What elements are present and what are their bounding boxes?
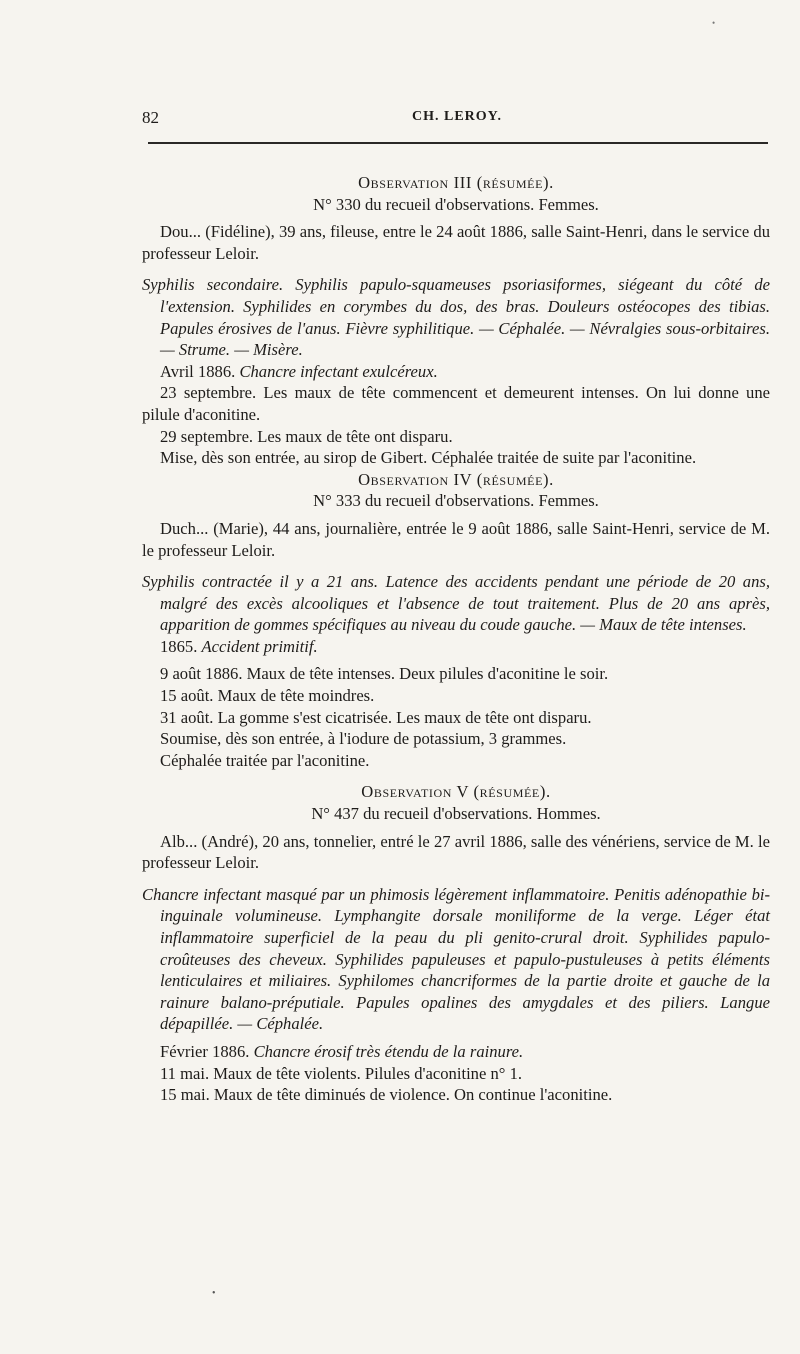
observation-title: Observation V (résumée). [361, 782, 551, 802]
accident-description: Accident primitif. [201, 636, 318, 656]
ink-dot: • [212, 1288, 216, 1299]
progress-note: 11 mai. Maux de tête violents. Pilules d'aconitine n° 1. [160, 1063, 523, 1083]
patient-intro: Dou... (Fidéline), 39 ans, fileuse, entre le 24 août 1886, salle Saint-Henri, dans le service du professeur Leloir. [142, 222, 770, 263]
recueil-reference: N° 437 du recueil d'observations. Hommes. [311, 804, 601, 824]
observation-title: Observation IV (résumée). [358, 469, 554, 489]
diagnosis: Syphilis secondaire. Syphilis papulo-squameuses psoriasiformes, siégeant du côté de l'extension. Syphilides en corymbes du dos, des bras. Douleurs ostéocopes des tibias. Papules érosives de l'anus. Fièvre syphilitique. — Céphalée. — Névralgies sous-orbitaires. — Strume. — Misère. [142, 275, 770, 360]
progress-note: 29 septembre. Les maux de tête ont disparu. [160, 426, 453, 446]
progress-note: 31 août. La gomme s'est cicatrisée. Les maux de tête ont disparu. [160, 707, 592, 727]
chancre-date: Avril 1886. [160, 361, 236, 381]
observation-title: Observation III (résumée). [358, 173, 554, 192]
chancre-line [142, 361, 770, 383]
running-title: CH. LEROY. [412, 109, 503, 124]
diagnosis: Chancre infectant masqué par un phimosis légèrement inflammatoire. Penitis adénopathie bi-inguinale volumineuse. Lymphangite dorsale moniliforme de la verge. Léger état inflammatoire superficiel de la peau du pli genito-crural droit. Syphilides papulo-croûteuses des cheveux. Syphilides papuleuses et papulo-pustuleuses à petits éléments lenticulaires et miliaires. Syphilomes chancriformes de la partie droite et gauche de la rainure balano-préputiale. Papules opalines des amygdales et des piliers. Langue dépapillée. — Céphalée. [142, 884, 770, 1034]
progress-note: 23 septembre. Les maux de tête commencent et demeurent intenses. On lui donne une pilule d'aconitine. [142, 383, 770, 424]
accident-date: 1865. [160, 636, 198, 656]
patient-intro: Alb... (André), 20 ans, tonnelier, entré le 27 avril 1886, salle des vénériens, service de M. le professeur Leloir. [142, 831, 770, 873]
ink-dot: • [712, 18, 716, 28]
progress-note: 15 août. Maux de tête moindres. [160, 686, 375, 706]
treatment-note: Mise, dès son entrée, au sirop de Gibert. Céphalée traitée de suite par l'aconitine. [160, 448, 697, 468]
progress-note: 15 mai. Maux de tête diminués de violence. On continue l'aconitine. [160, 1085, 613, 1105]
patient-intro: Duch... (Marie), 44 ans, journalière, entrée le 9 août 1886, salle Saint-Henri, service de M. le professeur Leloir. [142, 518, 770, 560]
running-head [142, 108, 770, 132]
recueil-reference: N° 330 du recueil d'observations. Femmes. [313, 194, 599, 214]
accident-line [142, 636, 770, 658]
treatment-note: Céphalée traitée par l'aconitine. [160, 750, 370, 770]
header-rule [148, 142, 768, 144]
recueil-reference: N° 333 du recueil d'observations. Femmes. [313, 491, 599, 511]
progress-note: 9 août 1886. Maux de tête intenses. Deux pilules d'aconitine le soir. [160, 664, 609, 684]
body-text [142, 172, 770, 1106]
chancre-description: Chancre infectant exulcéreux. [239, 361, 438, 381]
chancre-description: Chancre érosif très étendu de la rainure. [253, 1041, 524, 1061]
page-number: 82 [142, 108, 159, 127]
chancre-line [142, 1041, 770, 1063]
diagnosis: Syphilis contractée il y a 21 ans. Latence des accidents pendant une période de 20 ans, malgré des excès alcooliques et l'absence de tout traitement. Plus de 20 ans après, apparition de gommes spécifiques au niveau du coude gauche. — Maux de tête intenses. [142, 572, 770, 635]
chancre-date: Février 1886. [160, 1041, 250, 1061]
treatment-note: Soumise, dès son entrée, à l'iodure de potassium, 3 grammes. [160, 729, 567, 749]
